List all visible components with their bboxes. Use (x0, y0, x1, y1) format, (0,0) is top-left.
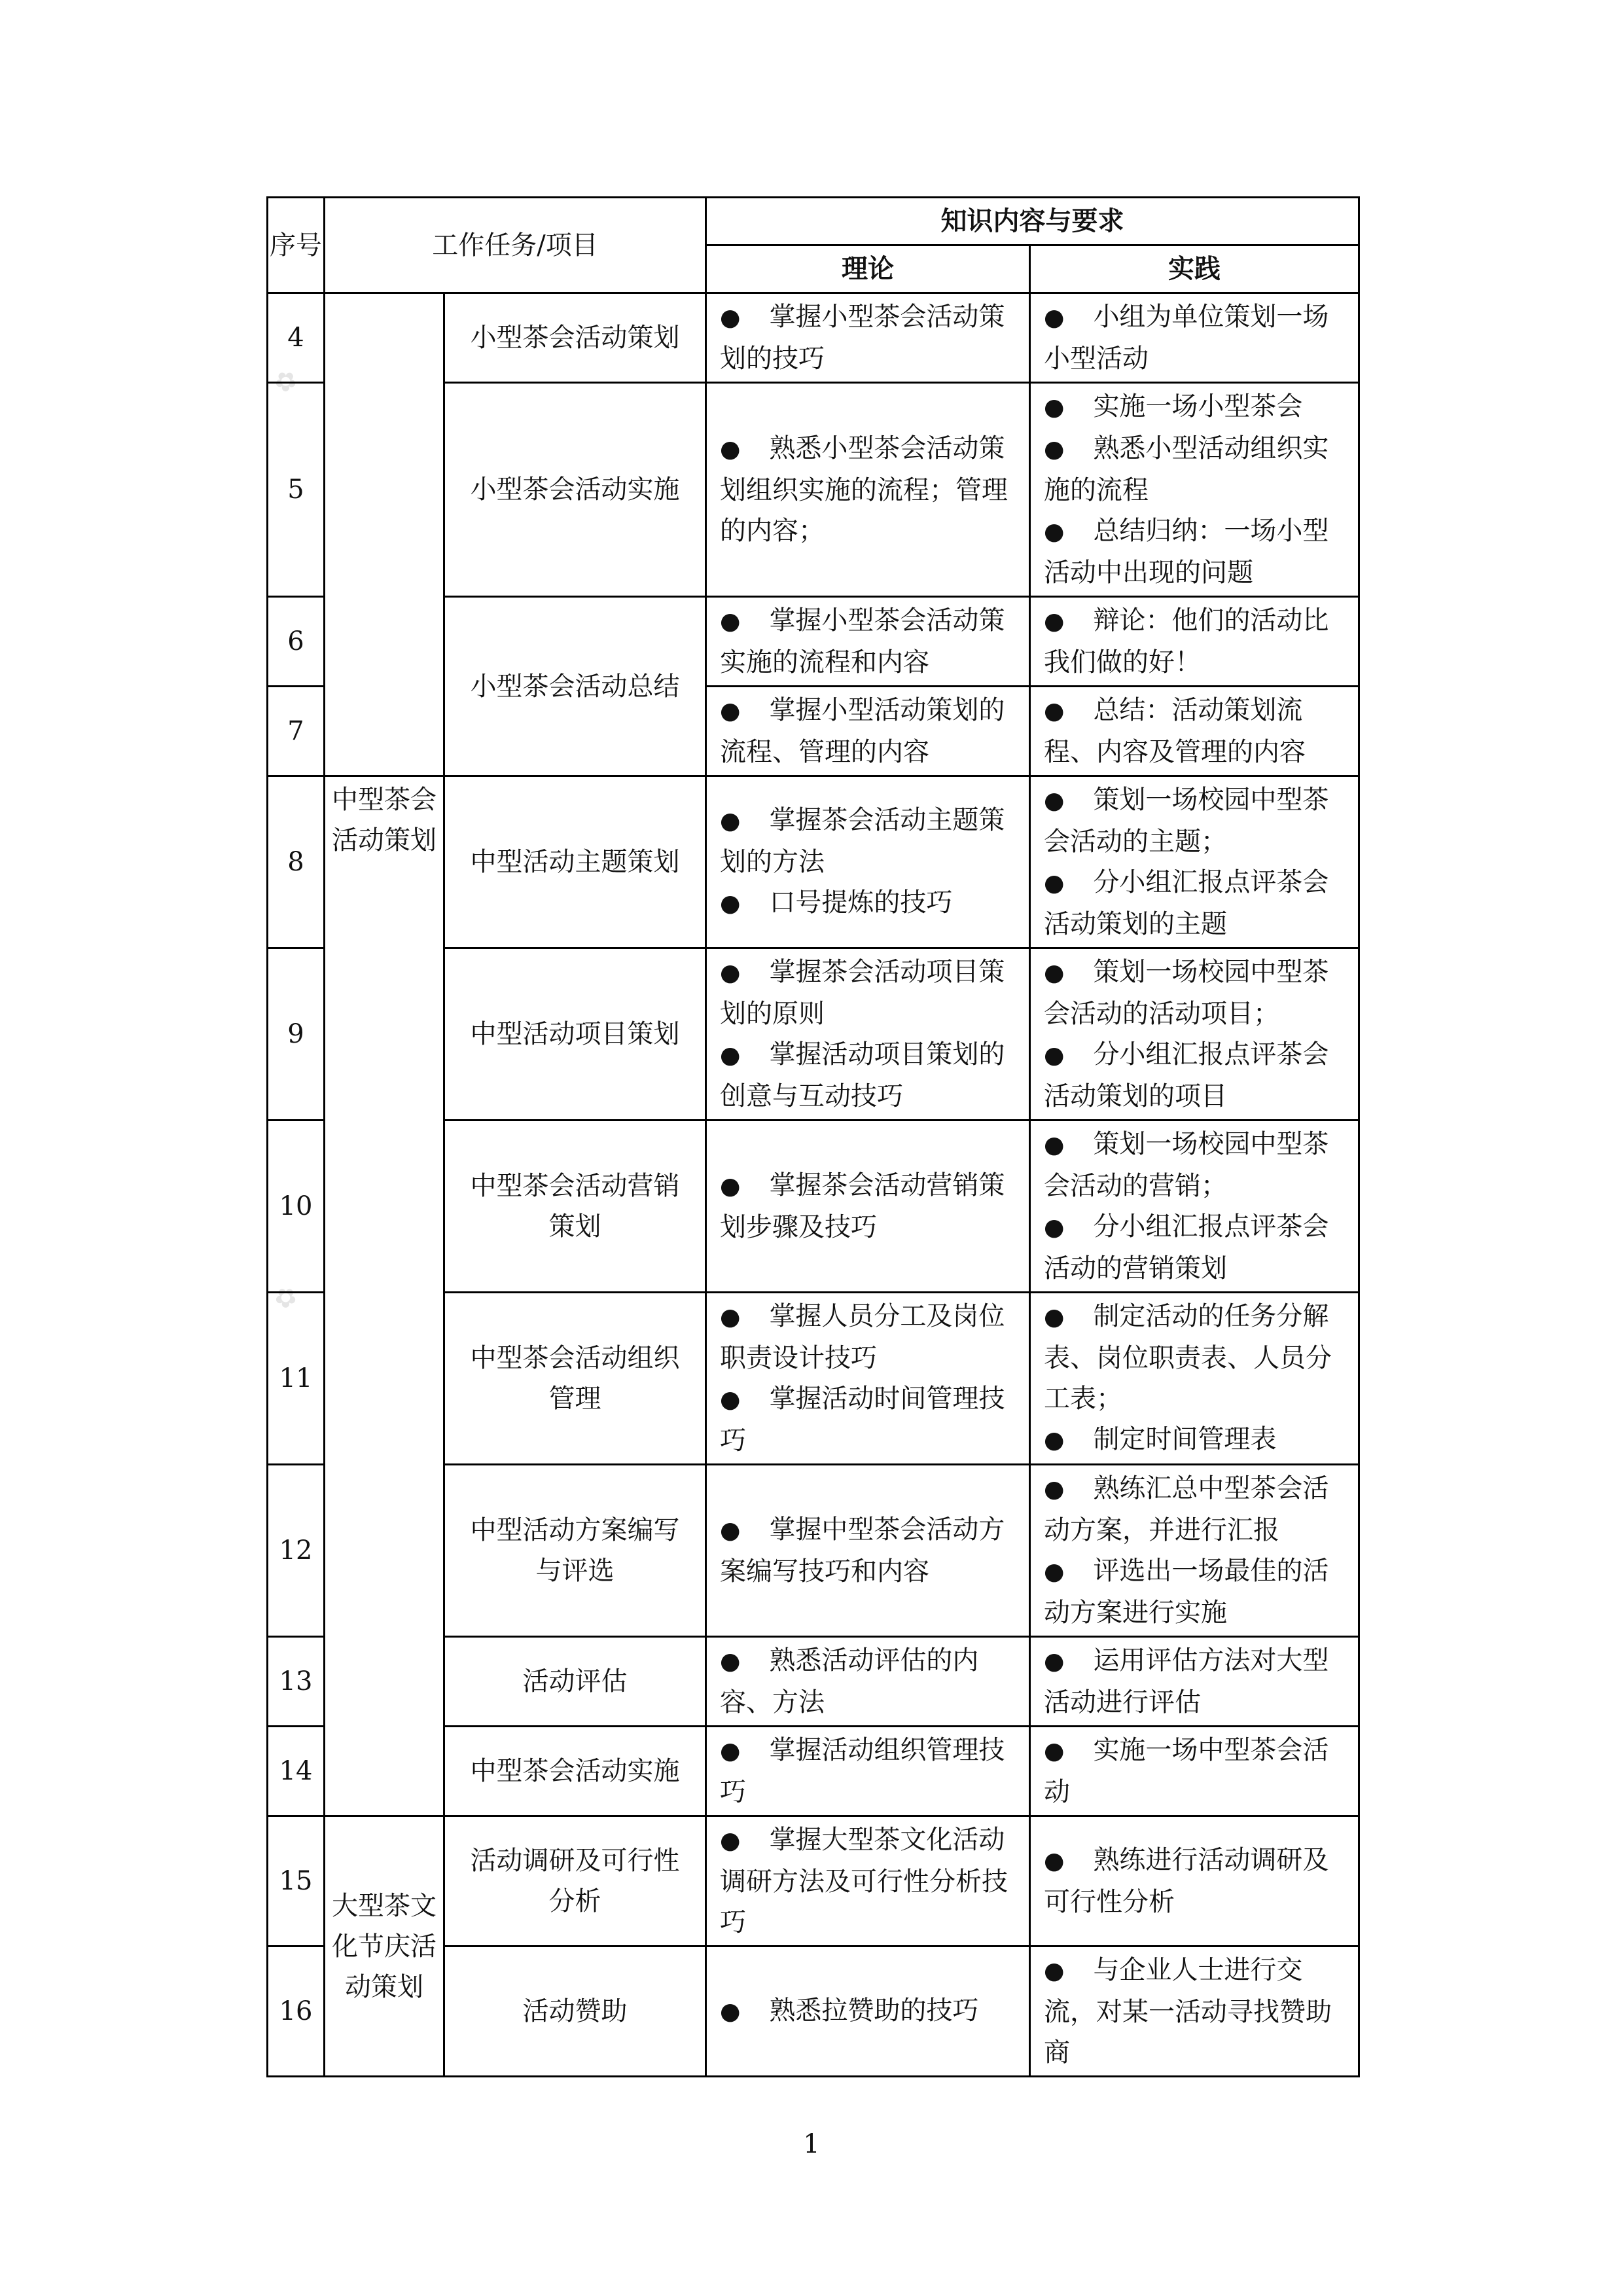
bullet-dot-icon: ● (1044, 1214, 1065, 1241)
knowledge-header: 知识内容与要求 (706, 198, 1359, 245)
bullet-text: 制定活动的任务分解表、岗位职责表、人员分工表； (1044, 1301, 1332, 1414)
theory-cell (706, 687, 1030, 776)
bullet-text: 掌握小型茶会活动策实施的流程和内容 (720, 605, 1005, 677)
bullet-text: 总结：活动策划流程、内容及管理的内容 (1044, 695, 1306, 767)
row-seq: 14 (268, 1727, 325, 1816)
bullet-dot-icon: ● (720, 304, 741, 331)
bullet-text: 口号提炼的技巧 (769, 888, 953, 918)
bullet-dot-icon: ● (720, 436, 741, 463)
row-seq: 9 (268, 948, 325, 1121)
practice-cell (1030, 383, 1359, 597)
table-body (268, 293, 1359, 2077)
bullet-dot-icon: ● (1044, 1848, 1065, 1874)
bullet-text: 小组为单位策划一场小型活动 (1044, 302, 1329, 374)
bullet-dot-icon: ● (1044, 1476, 1065, 1503)
bullet-dot-icon: ● (1044, 960, 1065, 986)
bullet-dot-icon: ● (720, 1827, 741, 1854)
bullet-item (720, 882, 1016, 924)
bullet-dot-icon: ● (1044, 1304, 1065, 1331)
task-name: 活动评估 (444, 1637, 706, 1727)
bullet-dot-icon: ● (1044, 870, 1065, 897)
bullet-dot-icon: ● (720, 1386, 741, 1413)
bullet-item (1044, 600, 1345, 683)
bullet-dot-icon: ● (1044, 304, 1065, 331)
bullet-dot-icon: ● (720, 1648, 741, 1675)
bullet-item (720, 1296, 1016, 1378)
module-cell-medium (325, 776, 444, 1816)
bullet-dot-icon: ● (1044, 1738, 1065, 1765)
bullet-text: 运用评估方法对大型活动进行评估 (1044, 1645, 1329, 1717)
bullet-dot-icon: ● (720, 1738, 741, 1765)
module-label: 中型茶会活动策划 (332, 785, 437, 855)
practice-header: 实践 (1030, 245, 1359, 293)
bullet-text: 熟悉小型茶会活动策划组织实施的流程；管理的内容； (720, 433, 1008, 546)
theory-cell (706, 1293, 1030, 1465)
bullet-item (720, 1820, 1016, 1943)
bullet-text: 熟练汇总中型茶会活动方案，并进行汇报 (1044, 1473, 1329, 1545)
bullet-text: 掌握小型茶会活动策划的技巧 (720, 302, 1005, 374)
bullet-text: 策划一场校园中型茶会活动的活动项目； (1044, 957, 1329, 1029)
practice-cell (1030, 1465, 1359, 1637)
page-number: 1 (803, 2129, 820, 2159)
task-name: 活动调研及可行性分析 (444, 1816, 706, 1946)
bullet-text: 策划一场校园中型茶会活动的营销； (1044, 1129, 1329, 1201)
bullet-item (720, 1509, 1016, 1592)
bullet-text: 掌握茶会活动项目策划的原则 (720, 957, 1005, 1029)
bullet-text: 与企业人士进行交流，对某一活动寻找赞助商 (1044, 1955, 1332, 2068)
task-name: 中型茶会活动实施 (444, 1727, 706, 1816)
theory-cell (706, 1816, 1030, 1946)
row-seq: 11 (268, 1293, 325, 1465)
bullet-dot-icon: ● (1044, 518, 1065, 545)
task-name: 中型活动项目策划 (444, 948, 706, 1121)
bullet-item (1044, 1296, 1345, 1419)
bullet-item (720, 1378, 1016, 1461)
bullet-dot-icon: ● (720, 1042, 741, 1069)
bullet-dot-icon: ● (1044, 1427, 1065, 1454)
bullet-text: 掌握活动组织管理技巧 (720, 1735, 1005, 1807)
practice-cell (1030, 776, 1359, 948)
bullet-dot-icon: ● (1044, 394, 1065, 421)
bullet-text: 掌握大型茶文化活动调研方法及可行性分析技巧 (720, 1825, 1008, 1937)
bullet-dot-icon: ● (1044, 1648, 1065, 1675)
bullet-item (1044, 1640, 1345, 1723)
watermark: ✿ (268, 363, 304, 401)
task-name: 小型茶会活动总结 (444, 597, 706, 776)
bullet-text: 实施一场中型茶会活动 (1044, 1735, 1329, 1807)
bullet-text: 实施一场小型茶会 (1093, 391, 1303, 422)
row-seq: 8 (268, 776, 325, 948)
task-name: 活动赞助 (444, 1946, 706, 2077)
bullet-item (1044, 862, 1345, 944)
bullet-dot-icon: ● (1044, 787, 1065, 814)
bullet-item (1044, 1730, 1345, 1812)
bullet-dot-icon: ● (1044, 436, 1065, 463)
bullet-text: 掌握中型茶会活动方案编写技巧和内容 (720, 1515, 1005, 1587)
bullet-item (720, 1640, 1016, 1723)
module-cell-small (325, 293, 444, 776)
theory-cell (706, 597, 1030, 687)
bullet-item (720, 690, 1016, 772)
practice-cell (1030, 1637, 1359, 1727)
bullet-item (1044, 1840, 1345, 1922)
practice-cell (1030, 948, 1359, 1121)
seq-header: 序号 (268, 198, 325, 293)
task-name: 中型活动主题策划 (444, 776, 706, 948)
module-label: 大型茶文化节庆活动策划 (332, 1890, 437, 2002)
bullet-dot-icon: ● (1044, 1558, 1065, 1585)
row-seq: 7 (268, 687, 325, 776)
theory-cell (706, 1637, 1030, 1727)
bullet-text: 分小组汇报点评茶会活动策划的主题 (1044, 867, 1329, 939)
bullet-text: 分小组汇报点评茶会活动策划的项目 (1044, 1039, 1329, 1111)
theory-cell (706, 948, 1030, 1121)
theory-cell (706, 1121, 1030, 1293)
bullet-text: 掌握小型活动策划的流程、管理的内容 (720, 695, 1005, 767)
bullet-item (1044, 1551, 1345, 1633)
row-seq: 15 (268, 1816, 325, 1946)
theory-header: 理论 (706, 245, 1030, 293)
bullet-dot-icon: ● (720, 698, 741, 725)
bullet-item (1044, 386, 1345, 428)
bullet-dot-icon: ● (720, 1304, 741, 1331)
table-row (268, 776, 1359, 948)
bullet-item (1044, 1034, 1345, 1117)
bullet-dot-icon: ● (720, 890, 741, 917)
bullet-text: 掌握茶会活动主题策划的方法 (720, 805, 1005, 877)
practice-cell (1030, 687, 1359, 776)
header-row (268, 198, 1359, 245)
bullet-item (1044, 511, 1345, 593)
bullet-text: 掌握人员分工及岗位职责设计技巧 (720, 1301, 1005, 1373)
bullet-text: 掌握活动项目策划的创意与互动技巧 (720, 1039, 1005, 1111)
bullet-text: 熟练进行活动调研及可行性分析 (1044, 1845, 1329, 1917)
bullet-text: 策划一场校园中型茶会活动的主题； (1044, 785, 1329, 857)
bullet-dot-icon: ● (1044, 1958, 1065, 1984)
bullet-text: 熟悉小型活动组织实施的流程 (1044, 433, 1329, 505)
practice-cell (1030, 597, 1359, 687)
row-seq: 16 (268, 1946, 325, 2077)
bullet-dot-icon: ● (1044, 608, 1065, 635)
practice-cell (1030, 1946, 1359, 2077)
bullet-item (1044, 1419, 1345, 1461)
bullet-text: 掌握活动时间管理技巧 (720, 1384, 1005, 1456)
row-seq: 13 (268, 1637, 325, 1727)
task-name: 中型活动方案编写与评选 (444, 1465, 706, 1637)
bullet-item (1044, 1950, 1345, 2073)
row-seq: 5 (268, 383, 325, 597)
theory-cell (706, 1727, 1030, 1816)
practice-cell (1030, 1293, 1359, 1465)
practice-cell (1030, 1727, 1359, 1816)
bullet-text: 熟悉活动评估的内容、方法 (720, 1645, 979, 1717)
task-header: 工作任务/项目 (325, 198, 706, 293)
bullet-dot-icon: ● (1044, 698, 1065, 725)
practice-cell (1030, 1816, 1359, 1946)
bullet-dot-icon: ● (720, 608, 741, 635)
task-name: 小型茶会活动策划 (444, 293, 706, 383)
bullet-item (1044, 1206, 1345, 1289)
theory-cell (706, 1946, 1030, 2077)
row-seq: 4 (268, 293, 325, 383)
bullet-item (1044, 1124, 1345, 1206)
bullet-item (1044, 428, 1345, 511)
practice-cell (1030, 1121, 1359, 1293)
bullet-dot-icon: ● (1044, 1042, 1065, 1069)
task-name: 中型茶会活动组织管理 (444, 1293, 706, 1465)
bullet-item (720, 296, 1016, 379)
row-seq: 12 (268, 1465, 325, 1637)
bullet-item (720, 1034, 1016, 1117)
bullet-item (720, 952, 1016, 1034)
bullet-item (720, 1990, 1016, 2032)
row-seq: 10 (268, 1121, 325, 1293)
bullet-text: 评选出一场最佳的活动方案进行实施 (1044, 1556, 1329, 1628)
bullet-text: 总结归纳：一场小型活动中出现的问题 (1044, 516, 1329, 588)
bullet-dot-icon: ● (1044, 1132, 1065, 1158)
bullet-item (1044, 1468, 1345, 1551)
bullet-dot-icon: ● (720, 1517, 741, 1544)
bullet-item (720, 428, 1016, 551)
bullet-dot-icon: ● (720, 1173, 741, 1200)
practice-cell (1030, 293, 1359, 383)
bullet-item (1044, 780, 1345, 862)
bullet-item (1044, 296, 1345, 379)
curriculum-table (266, 196, 1360, 2077)
bullet-dot-icon: ● (720, 960, 741, 986)
bullet-item (720, 1730, 1016, 1812)
task-name: 小型茶会活动实施 (444, 383, 706, 597)
bullet-dot-icon: ● (720, 1998, 741, 2025)
row-seq: 6 (268, 597, 325, 687)
bullet-dot-icon: ● (720, 808, 741, 834)
table-row (268, 1816, 1359, 1946)
bullet-text: 辩论：他们的活动比我们做的好！ (1044, 605, 1329, 677)
bullet-item (720, 800, 1016, 882)
bullet-item (720, 1165, 1016, 1247)
bullet-text: 掌握茶会活动营销策划步骤及技巧 (720, 1170, 1005, 1242)
bullet-item (1044, 952, 1345, 1034)
bullet-item (720, 600, 1016, 683)
watermark: ✿ (268, 1279, 304, 1317)
table-row (268, 293, 1359, 383)
task-name: 中型茶会活动营销策划 (444, 1121, 706, 1293)
bullet-text: 分小组汇报点评茶会活动的营销策划 (1044, 1211, 1329, 1283)
bullet-text: 熟悉拉赞助的技巧 (769, 1996, 979, 2026)
theory-cell (706, 383, 1030, 597)
theory-cell (706, 1465, 1030, 1637)
theory-cell (706, 293, 1030, 383)
bullet-item (1044, 690, 1345, 772)
bullet-text: 制定时间管理表 (1093, 1424, 1277, 1454)
theory-cell (706, 776, 1030, 948)
module-cell-large (325, 1816, 444, 2077)
